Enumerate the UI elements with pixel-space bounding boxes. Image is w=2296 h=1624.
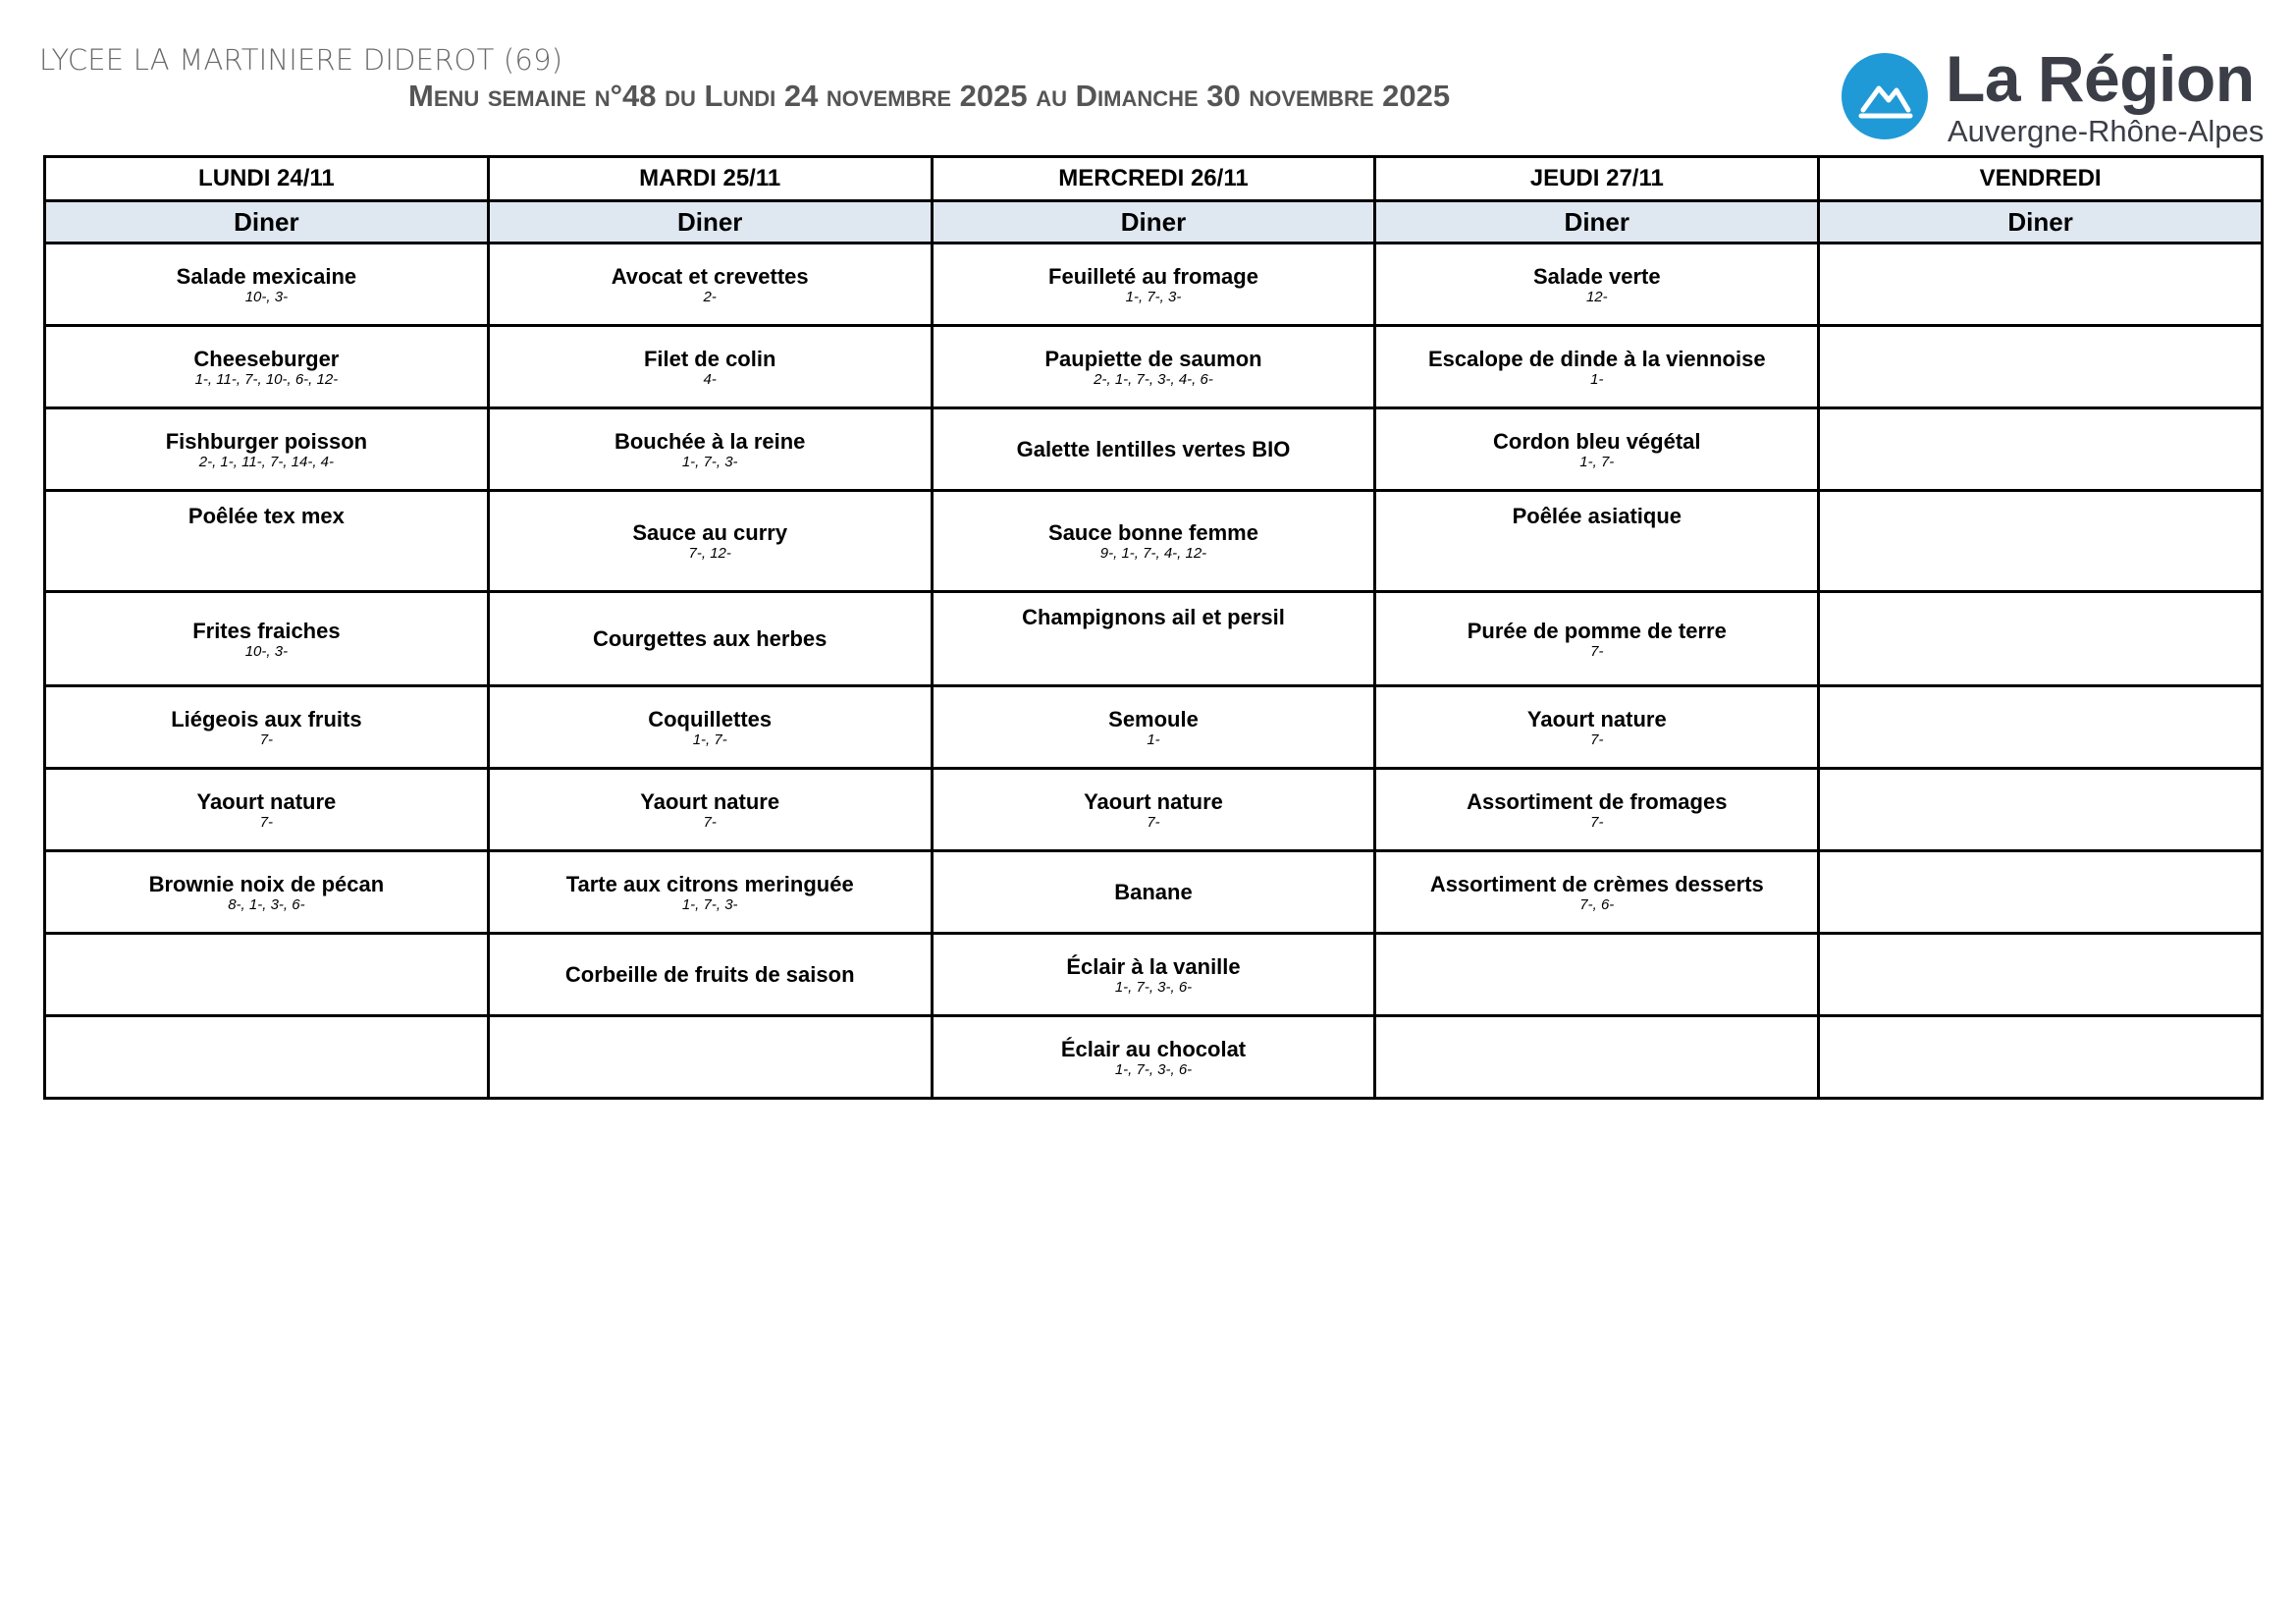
day-header: MERCREDI 26/11 — [932, 157, 1375, 201]
menu-table — [43, 155, 2264, 1100]
dish-name: Bouchée à la reine — [614, 428, 806, 454]
logo-subtitle: Auvergne-Rhône-Alpes — [1948, 114, 2265, 148]
menu-cell — [488, 491, 932, 592]
allergen-codes: 7- — [1590, 731, 1604, 748]
menu-cell — [1819, 408, 2263, 491]
menu-cell — [932, 851, 1375, 934]
allergen-codes: 10-, 3- — [244, 642, 289, 660]
menu-row — [45, 769, 2263, 851]
menu-cell — [488, 851, 932, 934]
logo-name: La Région — [1946, 42, 2255, 115]
dish-name: Coquillettes — [648, 706, 773, 731]
menu-cell — [1819, 491, 2263, 592]
menu-cell — [488, 769, 932, 851]
region-logo — [1842, 42, 2265, 153]
meal-header-row — [45, 201, 2263, 244]
dish-name: Yaourt nature — [1526, 706, 1667, 731]
allergen-codes: 1-, 7-, 3- — [1125, 288, 1182, 305]
allergen-codes: 8-, 1-, 3-, 6- — [228, 895, 305, 913]
meal-header: Diner — [932, 201, 1375, 244]
menu-cell — [45, 592, 489, 686]
day-header: MARDI 25/11 — [488, 157, 932, 201]
dish-name: Paupiette de saumon — [1044, 346, 1262, 371]
menu-cell — [1375, 1016, 1819, 1099]
menu-cell — [45, 686, 489, 769]
menu-row — [45, 851, 2263, 934]
meal-header: Diner — [488, 201, 932, 244]
allergen-codes: 1-, 7-, 3-, 6- — [1114, 978, 1193, 996]
dish-name: Filet de colin — [643, 346, 776, 371]
menu-cell — [488, 934, 932, 1016]
menu-row — [45, 934, 2263, 1016]
allergen-codes: 4- — [703, 370, 717, 388]
mountain-logo-icon — [1842, 53, 1928, 139]
dish-name: Corbeille de fruits de saison — [564, 962, 855, 987]
menu-cell — [488, 592, 932, 686]
menu-cell — [1375, 769, 1819, 851]
dish-name: Yaourt nature — [1084, 788, 1223, 814]
menu-cell — [45, 934, 489, 1016]
menu-cell — [932, 934, 1375, 1016]
school-name: LYCEE LA MARTINIERE DIDEROT (69) — [39, 43, 563, 77]
menu-cell — [1819, 244, 2263, 326]
allergen-codes: 2-, 1-, 11-, 7-, 14-, 4- — [198, 453, 335, 470]
menu-cell — [1375, 326, 1819, 408]
dish-name: Sauce bonne femme — [1048, 520, 1258, 545]
allergen-codes: 12- — [1585, 288, 1608, 305]
menu-title: Menu semaine n°48 du Lundi 24 novembre 2025 au Dimanche 30 novembre 2025 — [408, 79, 1451, 113]
menu-cell — [932, 592, 1375, 686]
dish-name: Salade mexicaine — [176, 263, 357, 289]
allergen-codes: 7- — [1590, 642, 1604, 660]
dish-name: Yaourt nature — [196, 788, 337, 814]
menu-cell — [488, 408, 932, 491]
menu-row — [45, 326, 2263, 408]
dish-name: Poêlée tex mex — [187, 504, 345, 528]
menu-cell — [45, 491, 489, 592]
menu-row — [45, 408, 2263, 491]
dish-name: Yaourt nature — [640, 788, 780, 814]
allergen-codes: 1- — [1590, 370, 1604, 388]
allergen-codes: 1-, 11-, 7-, 10-, 6-, 12- — [194, 370, 339, 388]
allergen-codes: 7- — [1590, 813, 1604, 831]
allergen-codes: 1-, 7- — [692, 731, 727, 748]
dish-name: Assortiment de fromages — [1467, 788, 1728, 814]
dish-name: Liégeois aux fruits — [171, 706, 362, 731]
menu-row — [45, 686, 2263, 769]
menu-cell — [932, 326, 1375, 408]
dish-name: Cheeseburger — [193, 346, 340, 371]
day-header: JEUDI 27/11 — [1375, 157, 1819, 201]
menu-cell — [45, 408, 489, 491]
menu-cell — [488, 244, 932, 326]
dish-name: Éclair au chocolat — [1060, 1036, 1247, 1061]
menu-cell — [45, 1016, 489, 1099]
menu-cell — [1375, 244, 1819, 326]
menu-cell — [1375, 408, 1819, 491]
dish-name: Champignons ail et persil — [1022, 605, 1285, 629]
dish-name: Semoule — [1108, 706, 1199, 731]
dish-name: Galette lentilles vertes BIO — [1016, 437, 1291, 461]
dish-name: Frites fraiches — [192, 618, 341, 643]
menu-cell — [1819, 769, 2263, 851]
menu-cell — [1375, 851, 1819, 934]
menu-cell — [45, 244, 489, 326]
dish-name: Sauce au curry — [632, 520, 788, 545]
menu-cell — [488, 686, 932, 769]
menu-cell — [1375, 934, 1819, 1016]
menu-cell — [1819, 326, 2263, 408]
dish-name: Tarte aux citrons meringuée — [565, 871, 854, 896]
allergen-codes: 1-, 7-, 3- — [681, 895, 738, 913]
menu-row — [45, 1016, 2263, 1099]
day-header: VENDREDI — [1819, 157, 2263, 201]
dish-name: Feuilleté au fromage — [1048, 263, 1258, 289]
menu-cell — [488, 326, 932, 408]
dish-name: Cordon bleu végétal — [1493, 428, 1701, 454]
allergen-codes: 2-, 1-, 7-, 3-, 4-, 6- — [1094, 370, 1213, 388]
allergen-codes: 7- — [259, 813, 274, 831]
menu-cell — [932, 244, 1375, 326]
dish-name: Courgettes aux herbes — [592, 626, 828, 651]
menu-cell — [45, 769, 489, 851]
meal-header: Diner — [1819, 201, 2263, 244]
allergen-codes: 2- — [703, 288, 717, 305]
day-header-row — [45, 157, 2263, 201]
menu-cell — [932, 491, 1375, 592]
menu-cell — [1819, 851, 2263, 934]
menu-row — [45, 491, 2263, 592]
menu-cell — [1819, 1016, 2263, 1099]
dish-name: Éclair à la vanille — [1066, 953, 1241, 979]
menu-cell — [1819, 934, 2263, 1016]
dish-name: Brownie noix de pécan — [148, 871, 385, 896]
dish-name: Salade verte — [1532, 263, 1661, 289]
allergen-codes: 10-, 3- — [244, 288, 289, 305]
menu-row — [45, 592, 2263, 686]
allergen-codes: 7- — [259, 731, 274, 748]
menu-cell — [932, 769, 1375, 851]
dish-name: Avocat et crevettes — [611, 263, 809, 289]
menu-cell — [45, 851, 489, 934]
allergen-codes: 1-, 7-, 3-, 6- — [1114, 1060, 1193, 1078]
dish-name: Fishburger poisson — [165, 428, 368, 454]
allergen-codes: 7-, 12- — [688, 545, 731, 562]
allergen-codes: 1-, 7-, 3- — [681, 453, 738, 470]
allergen-codes: 1- — [1147, 731, 1160, 748]
allergen-codes: 7- — [1147, 813, 1160, 831]
menu-cell — [488, 1016, 932, 1099]
menu-cell — [1375, 491, 1819, 592]
allergen-codes: 1-, 7- — [1579, 453, 1615, 470]
allergen-codes: 9-, 1-, 7-, 4-, 12- — [1099, 545, 1207, 562]
menu-cell — [932, 408, 1375, 491]
dish-name: Purée de pomme de terre — [1467, 618, 1727, 643]
dish-name: Poêlée asiatique — [1512, 504, 1682, 528]
dish-name: Banane — [1114, 880, 1193, 904]
menu-cell — [1819, 592, 2263, 686]
menu-cell — [932, 1016, 1375, 1099]
allergen-codes: 7-, 6- — [1579, 895, 1615, 913]
menu-row — [45, 244, 2263, 326]
menu-cell — [1375, 686, 1819, 769]
dish-name: Escalope de dinde à la viennoise — [1428, 346, 1766, 371]
meal-header: Diner — [1375, 201, 1819, 244]
menu-cell — [45, 326, 489, 408]
menu-cell — [932, 686, 1375, 769]
dish-name: Assortiment de crèmes desserts — [1429, 871, 1764, 896]
menu-cell — [1819, 686, 2263, 769]
menu-cell — [1375, 592, 1819, 686]
allergen-codes: 7- — [703, 813, 717, 831]
meal-header: Diner — [45, 201, 489, 244]
day-header: LUNDI 24/11 — [45, 157, 489, 201]
